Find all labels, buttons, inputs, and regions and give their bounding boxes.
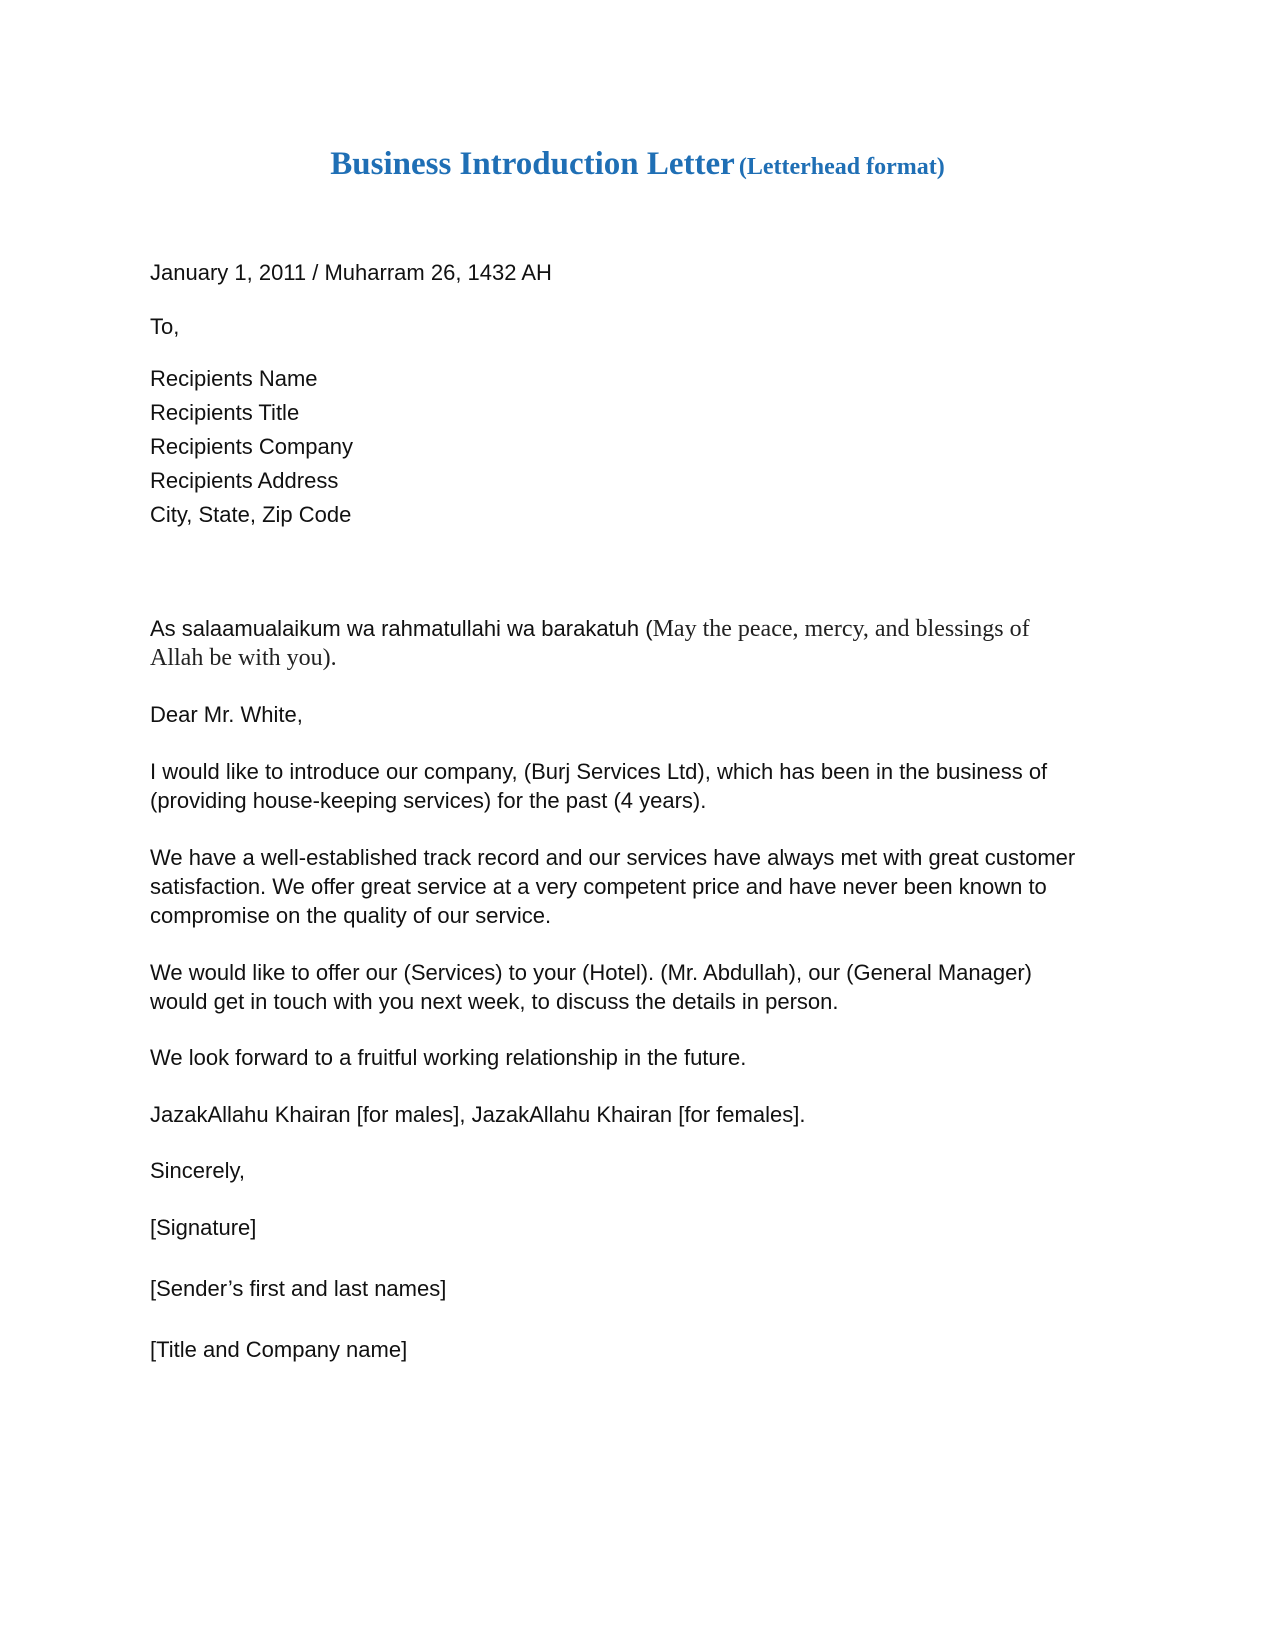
recipient-company: Recipients Company — [150, 434, 353, 459]
letter-date: January 1, 2011 / Muharram 26, 1432 AH — [150, 260, 552, 285]
letter-title — [0, 146, 1275, 183]
title-subtitle: (Letterhead format) — [738, 154, 945, 180]
signature-placeholder: [Signature] — [150, 1215, 257, 1240]
paragraph-3-line-1: We would like to offer our (Services) to your (Hotel). (Mr. Abdullah), our (General Manager) — [150, 960, 1032, 985]
salutation: Dear Mr. White, — [150, 702, 303, 727]
greeting-translation: May the peace, mercy, and blessings of — [652, 616, 1030, 642]
paragraph-3-line-2: would get in touch with you next week, to discuss the details in person. — [150, 989, 839, 1014]
title-main: Business Introduction Letter — [330, 146, 735, 182]
greeting-line-1 — [150, 614, 1030, 644]
recipient-name: Recipients Name — [150, 366, 318, 391]
paragraph-1-line-2: (providing house-keeping services) for the past (4 years). — [150, 788, 707, 813]
to-label: To, — [150, 314, 180, 339]
greeting-line-2: Allah be with you). — [150, 645, 337, 671]
closing: Sincerely, — [150, 1158, 245, 1183]
paragraph-5: JazakAllahu Khairan [for males], JazakAllahu Khairan [for females]. — [150, 1102, 806, 1127]
recipient-title: Recipients Title — [150, 400, 300, 425]
sender-title-company: [Title and Company name] — [150, 1337, 408, 1362]
paragraph-2-line-3: compromise on the quality of our service. — [150, 903, 552, 928]
sender-name: [Sender’s first and last names] — [150, 1276, 447, 1301]
paragraph-2-line-2: satisfaction. We offer great service at a very competent price and have never been known to — [150, 874, 1047, 899]
greeting-arabic: As salaamualaikum wa rahmatullahi wa barakatuh ( — [150, 616, 653, 641]
recipient-address: Recipients Address — [150, 468, 339, 493]
paragraph-4: We look forward to a fruitful working relationship in the future. — [150, 1045, 747, 1070]
paragraph-2-line-1: We have a well-established track record and our services have always met with great customer — [150, 845, 1076, 870]
paragraph-1-line-1: I would like to introduce our company, (Burj Services Ltd), which has been in the business of — [150, 759, 1048, 784]
recipient-city: City, State, Zip Code — [150, 502, 352, 527]
